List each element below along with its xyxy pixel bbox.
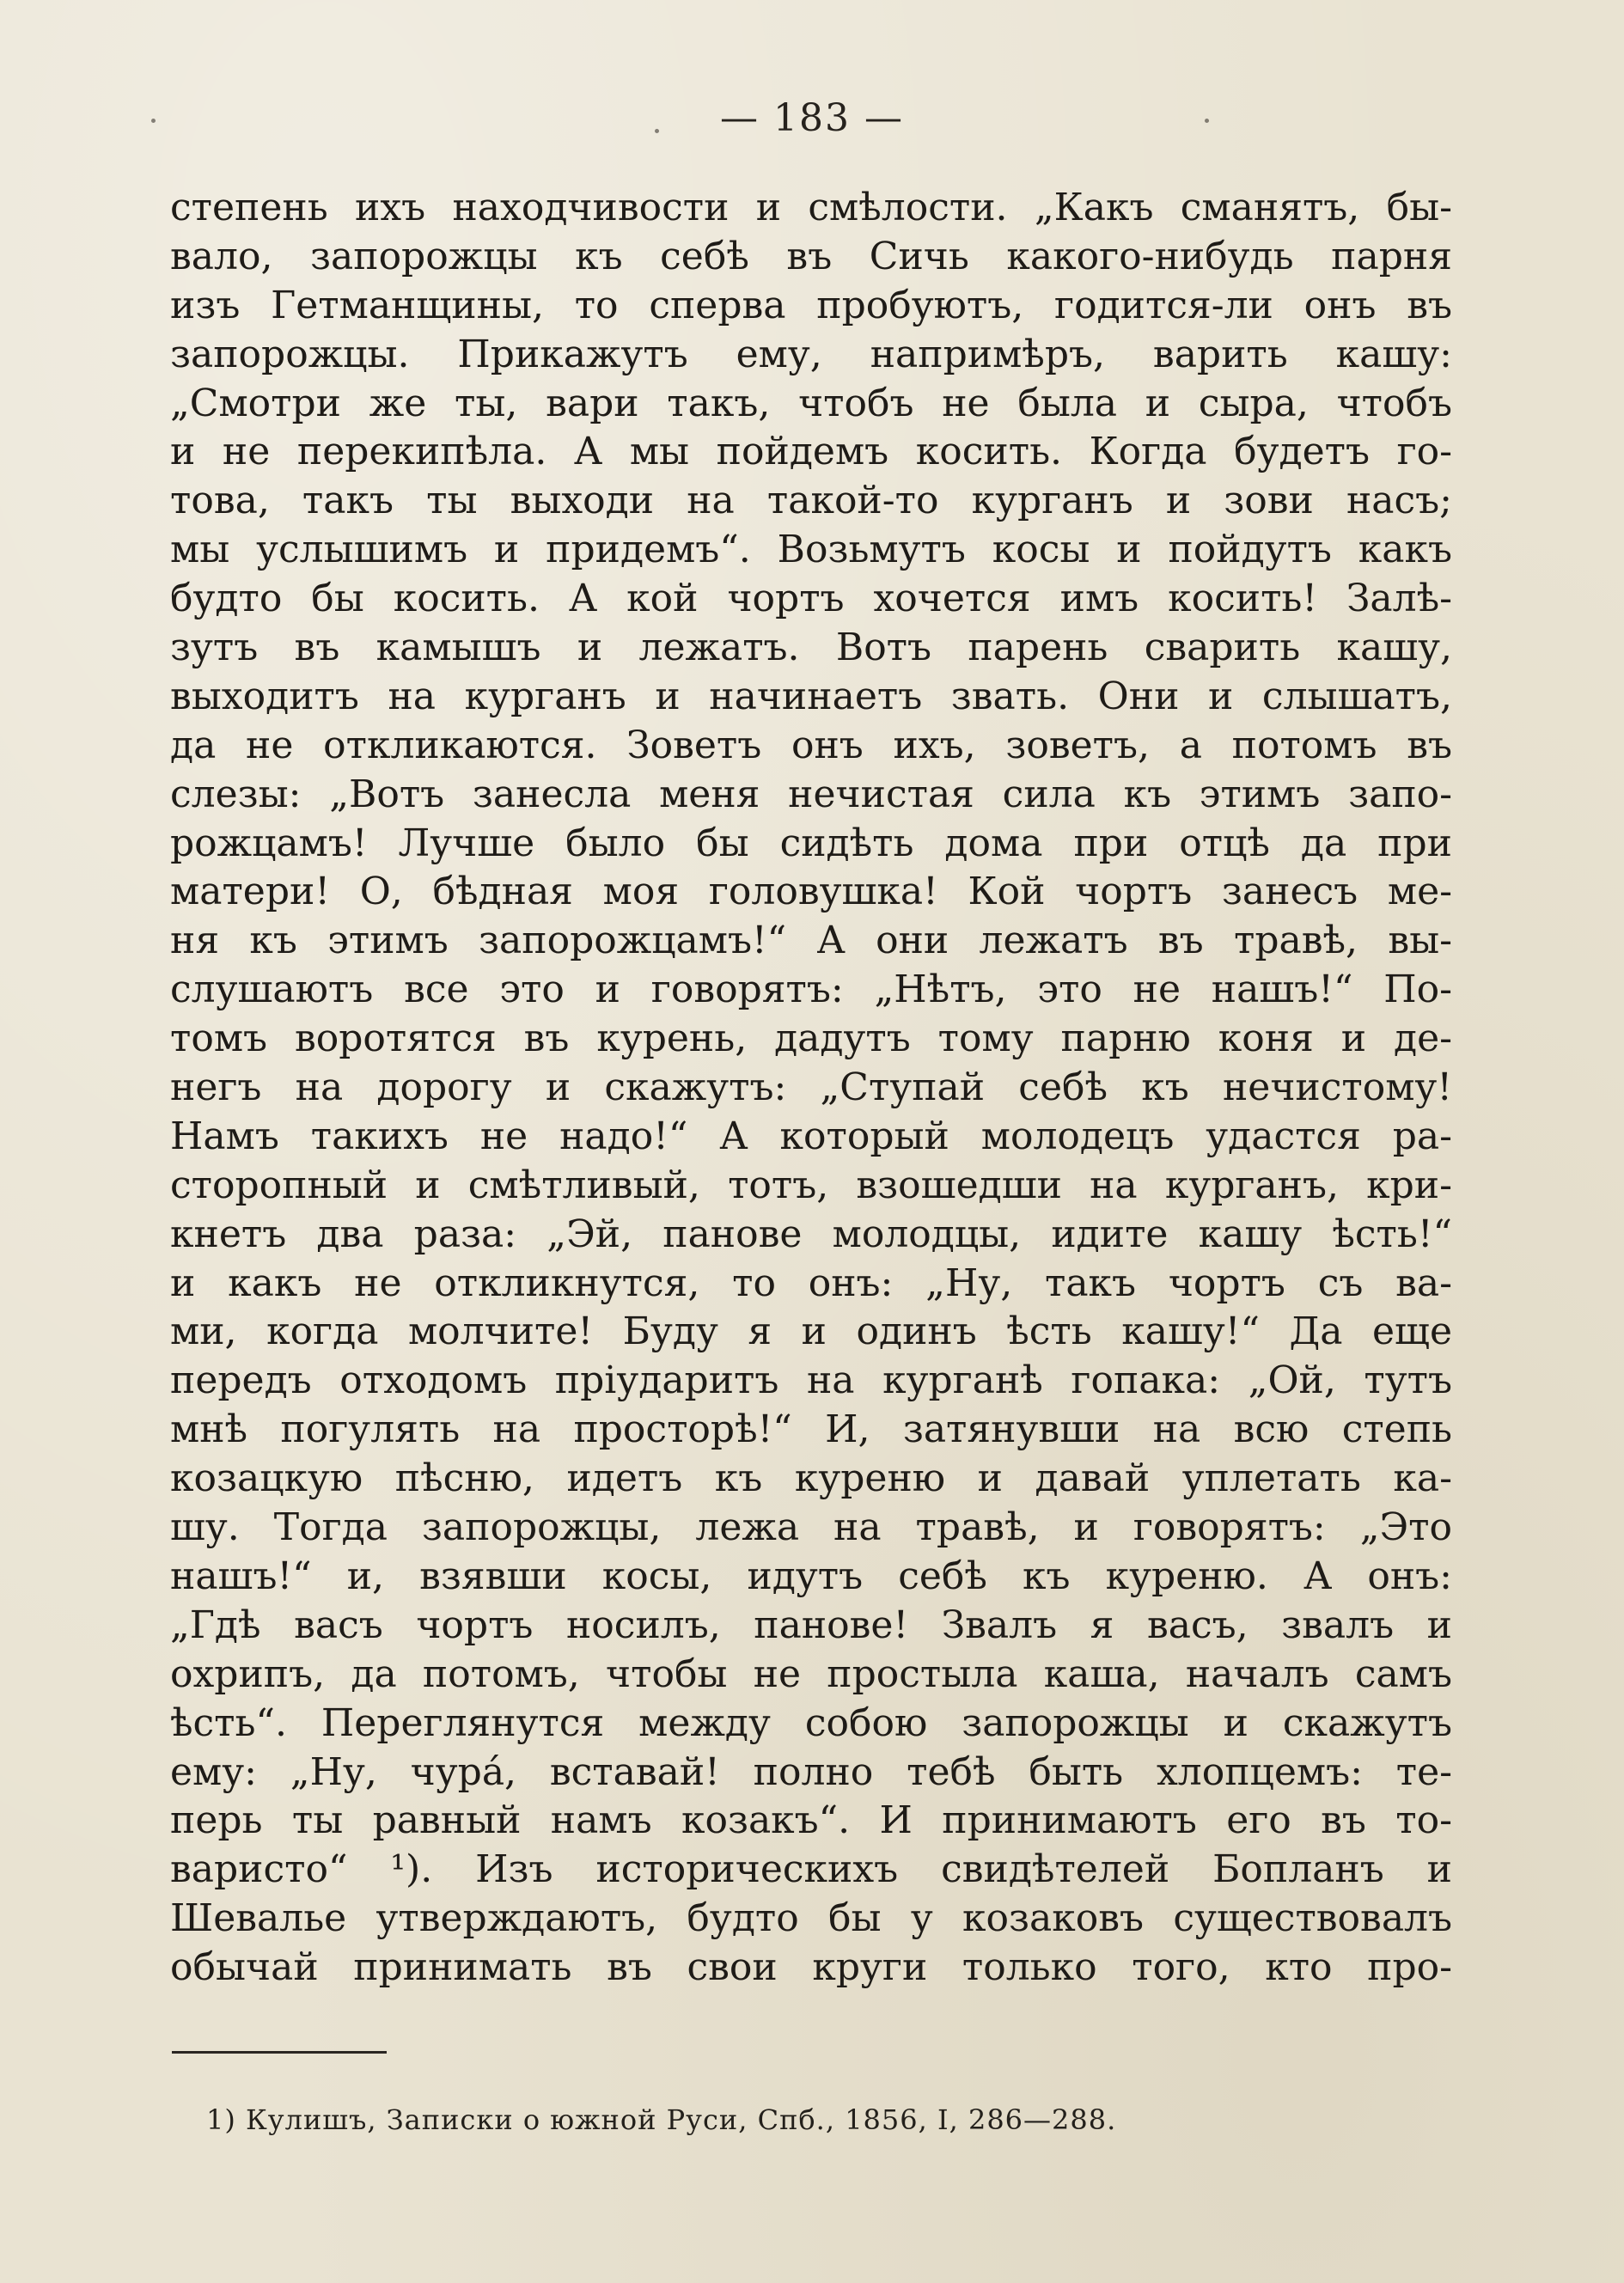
text-line: запорожцы. Прикажутъ ему, напримѣръ, варить кашу: bbox=[170, 332, 1452, 376]
text-line: перь ты равный намъ козакъ“. И принимаютъ его въ то- bbox=[170, 1798, 1452, 1843]
text-line: рожцамъ! Лучше было бы сидѣть дома при отцѣ да при bbox=[170, 821, 1452, 865]
text-line: това, такъ ты выходи на такой-то курганъ и зови насъ; bbox=[170, 479, 1452, 523]
page-speck bbox=[655, 129, 659, 133]
text-line: выходитъ на курганъ и начинаетъ звать. Они и слышатъ, bbox=[170, 674, 1452, 718]
text-line: мнѣ погулять на просторѣ!“ И, затянувши на всю степь bbox=[170, 1407, 1452, 1452]
text-line: изъ Гетманщины, то сперва пробуютъ, годится-ли онъ въ bbox=[170, 283, 1452, 327]
text-line: ѣсть“. Переглянутся между собою запорожцы и скажутъ bbox=[170, 1700, 1452, 1745]
text-line: и не перекипѣла. А мы пойдемъ косить. Когда будетъ го- bbox=[170, 430, 1452, 474]
text-line: кнетъ два раза: „Эй, панове молодцы, идите кашу ѣсть!“ bbox=[170, 1212, 1452, 1256]
text-line: зутъ въ камышъ и лежатъ. Вотъ парень сварить кашу, bbox=[170, 626, 1452, 670]
text-line: негъ на дорогу и скажутъ: „Ступай себѣ къ нечистому! bbox=[170, 1065, 1452, 1110]
text-line: „Гдѣ васъ чортъ носилъ, панове! Звалъ я васъ, звалъ и bbox=[170, 1602, 1452, 1647]
text-line: обычай принимать въ свои круги только того, кто про- bbox=[170, 1945, 1452, 1990]
text-line: степень ихъ находчивости и смѣлости. „Какъ сманятъ, бы- bbox=[170, 186, 1452, 229]
footnote-divider bbox=[172, 2051, 387, 2054]
page-speck bbox=[1205, 119, 1209, 123]
text-line: да не откликаются. Зоветъ онъ ихъ, зоветъ, а потомъ въ bbox=[170, 723, 1452, 767]
text-line: и какъ не откликнутся, то онъ: „Ну, такъ чортъ съ ва- bbox=[170, 1261, 1452, 1305]
text-line: томъ воротятся въ курень, дадутъ тому парню коня и де- bbox=[170, 1016, 1452, 1061]
text-line: варисто“ ¹). Изъ историческихъ свидѣтелей Бопланъ и bbox=[170, 1847, 1452, 1892]
text-line: сторопный и смѣтливый, тотъ, взошедши на курганъ, кри- bbox=[170, 1163, 1452, 1207]
text-line: ему: „Ну, чура́, вставай! полно тебѣ быть хлопцемъ: те- bbox=[170, 1749, 1452, 1794]
footnote bbox=[206, 2103, 1116, 2136]
text-line: вало, запорожцы къ себѣ въ Сичь какого-нибудь парня bbox=[170, 234, 1452, 278]
text-line: ня къ этимъ запорожцамъ!“ А они лежатъ въ травѣ, вы- bbox=[170, 919, 1452, 963]
text-line: Шевалье утверждаютъ, будто бы у козаковъ существовалъ bbox=[170, 1896, 1452, 1941]
text-line: слушаютъ все это и говорятъ: „Нѣтъ, это не нашъ!“ По- bbox=[170, 968, 1452, 1012]
text-line: передъ отходомъ пріударитъ на курганѣ гопака: „Ой, тутъ bbox=[170, 1358, 1452, 1403]
text-line: слезы: „Вотъ занесла меня нечистая сила къ этимъ запо- bbox=[170, 772, 1452, 816]
text-line: матери! О, бѣдная моя головушка! Кой чортъ занесъ ме- bbox=[170, 870, 1452, 914]
text-line: ми, когда молчите! Буду я и одинъ ѣсть кашу!“ Да еще bbox=[170, 1309, 1452, 1354]
page-number: — 183 — bbox=[720, 96, 904, 140]
page-speck bbox=[151, 119, 156, 123]
footnote-marker: 1) bbox=[206, 2103, 236, 2136]
text-line: Намъ такихъ не надо!“ А который молодецъ удастся ра- bbox=[170, 1114, 1452, 1158]
text-line: шу. Тогда запорожцы, лежа на травѣ, и говорятъ: „Это bbox=[170, 1505, 1452, 1550]
body-text bbox=[170, 184, 1452, 1993]
text-line: будто бы косить. А кой чортъ хочется имъ косить! Залѣ- bbox=[170, 577, 1452, 621]
text-line: охрипъ, да потомъ, чтобы не простыла каша, началъ самъ bbox=[170, 1651, 1452, 1696]
text-line: „Смотри же ты, вари такъ, чтобъ не была и сыра, чтобъ bbox=[170, 381, 1452, 425]
text-line: козацкую пѣсню, идетъ къ куреню и давай уплетать ка- bbox=[170, 1456, 1452, 1501]
footnote-text: Кулишъ, Записки о южной Руси, Спб., 1856, I, 286—288. bbox=[246, 2103, 1117, 2136]
text-line: нашъ!“ и, взявши косы, идутъ себѣ къ куреню. А онъ: bbox=[170, 1554, 1452, 1598]
text-line: мы услышимъ и придемъ“. Возьмутъ косы и пойдутъ какъ bbox=[170, 528, 1452, 572]
